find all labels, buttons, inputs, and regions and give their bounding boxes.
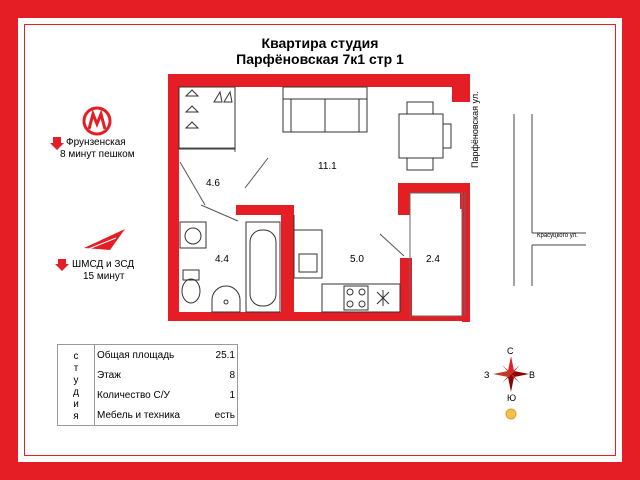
table-row: Количество С/У 1 [97, 390, 235, 401]
compass-east: В [529, 370, 536, 380]
info-table [57, 344, 238, 426]
plan-address: Парфёновская 7к1 стр 1 [236, 51, 404, 67]
room-main-area: 11.1 [318, 161, 337, 172]
metro-station: Фрунзенская [66, 137, 126, 148]
room-bath-area: 4.4 [215, 254, 229, 265]
room-kitchen-area: 5.0 [350, 254, 364, 265]
compass-west: З [484, 370, 490, 380]
compass-north: С [507, 346, 514, 356]
street-side-label: Красуцкого ул. [537, 233, 578, 239]
compass-south: Ю [507, 393, 517, 403]
metro-walk-time: 8 минут пешком [60, 149, 135, 160]
room-balcony-area: 2.4 [426, 254, 440, 265]
walls [168, 74, 470, 322]
highway-name: ШМСД и ЗСД [72, 259, 135, 270]
highway-time: 15 минут [83, 271, 125, 282]
table-row: Мебель и техника есть [97, 410, 235, 421]
room-hall-area: 4.6 [206, 178, 220, 189]
compass-icon [493, 356, 529, 392]
metro-logo-icon [84, 108, 110, 134]
highway-icon [84, 229, 125, 250]
table-row: Общая площадь 25.1 [97, 350, 235, 361]
table-side-label: с т у д и я [58, 345, 95, 425]
street-main-label: Парфёновская ул. [470, 91, 480, 168]
sun-icon [506, 409, 516, 419]
drive-arrow-icon [55, 259, 69, 271]
street-map [514, 114, 586, 286]
plan-title: Квартира студия [261, 35, 379, 51]
table-row: Этаж 8 [97, 370, 235, 381]
